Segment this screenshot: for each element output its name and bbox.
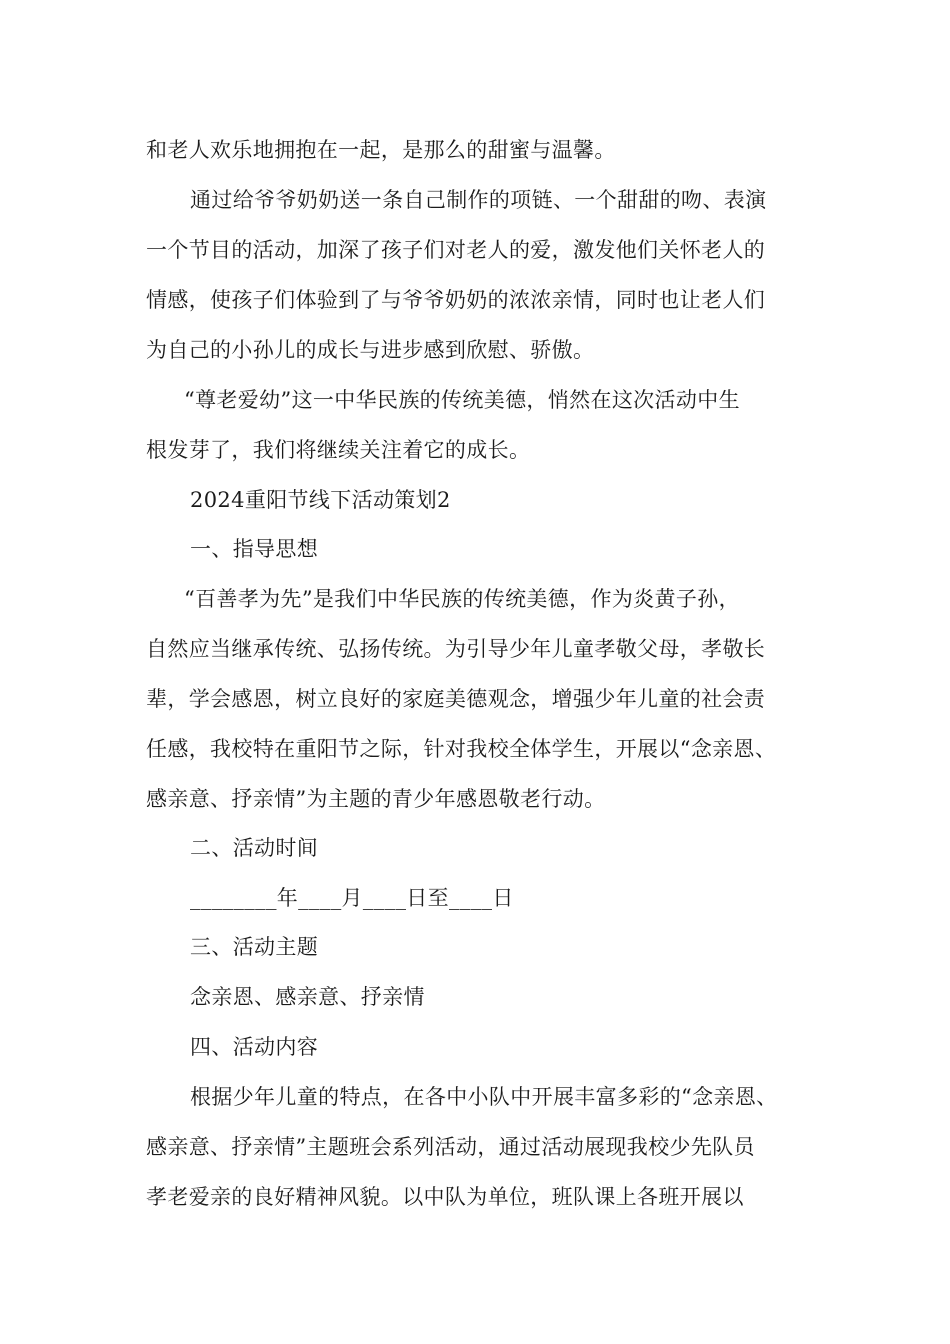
body-text-line: 情感，使孩子们体验到了与爷爷奶奶的浓浓亲情，同时也让老人们 <box>146 288 766 312</box>
body-text-line: 根据少年儿童的特点，在各中小队中开展丰富多彩的“念亲恩、 <box>190 1085 778 1109</box>
section-heading: 三、活动主题 <box>190 935 319 959</box>
body-text-line: 通过给爷爷奶奶送一条自己制作的项链、一个甜甜的吻、表演 <box>190 188 767 212</box>
body-text-line: 感亲意、抒亲情”为主题的青少年感恩敬老行动。 <box>146 787 606 811</box>
body-text-line: 和老人欢乐地拥抱在一起，是那么的甜蜜与温馨。 <box>146 138 616 162</box>
body-text-line: 辈，学会感恩，树立良好的家庭美德观念，增强少年儿童的社会责 <box>146 687 766 711</box>
section-title: 2024重阳节线下活动策划2 <box>190 488 451 512</box>
body-text-line: “百善孝为先”是我们中华民族的传统美德，作为炎黄子孙， <box>184 587 740 611</box>
date-blank-line: ________年____月____日至____日 <box>190 886 514 910</box>
theme-text: 念亲恩、感亲意、抒亲情 <box>190 985 425 1009</box>
body-text-line: 感亲意、抒亲情”主题班会系列活动，通过活动展现我校少先队员 <box>146 1135 755 1159</box>
body-text-line: 自然应当继承传统、弘扬传统。为引导少年儿童孝敬父母，孝敬长 <box>146 637 766 661</box>
section-heading: 四、活动内容 <box>190 1035 319 1059</box>
body-text-line: 任感，我校特在重阳节之际，针对我校全体学生，开展以“念亲恩、 <box>146 737 777 761</box>
body-text-line: “尊老爱幼”这一中华民族的传统美德，悄然在这次活动中生 <box>184 388 740 412</box>
section-heading: 二、活动时间 <box>190 836 319 860</box>
body-text-line: 孝老爱亲的良好精神风貌。以中队为单位，班队课上各班开展以 <box>146 1185 744 1209</box>
body-text-line: 一个节目的活动，加深了孩子们对老人的爱，激发他们关怀老人的 <box>146 238 766 262</box>
body-text-line: 为自己的小孙儿的成长与进步感到欣慰、骄傲。 <box>146 338 595 362</box>
section-heading: 一、指导思想 <box>190 537 319 561</box>
body-text-line: 根发芽了，我们将继续关注着它的成长。 <box>146 438 531 462</box>
